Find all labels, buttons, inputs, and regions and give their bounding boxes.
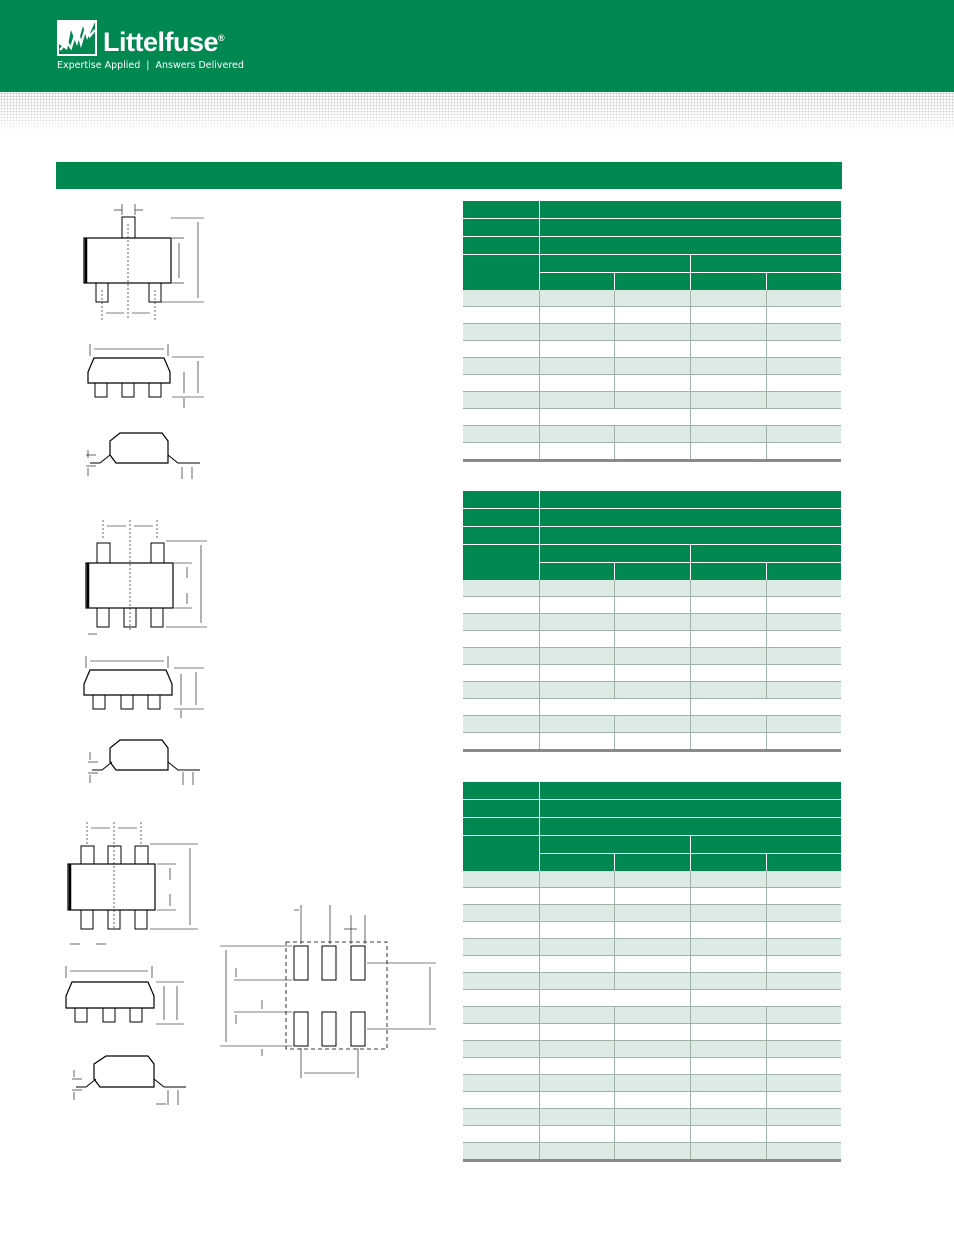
header-cell [463, 836, 539, 872]
table-row [463, 1092, 841, 1109]
header-cell [539, 818, 841, 836]
table-row [463, 990, 841, 1007]
table-row [463, 1109, 841, 1126]
table-row [463, 358, 841, 375]
table-row [463, 939, 841, 956]
package-2-end-view [88, 740, 200, 785]
table-row [463, 871, 841, 888]
table-row [463, 699, 841, 716]
header-cell [463, 219, 539, 237]
table-row [463, 648, 841, 665]
table-row [463, 922, 841, 939]
package-1-side-view [88, 344, 204, 408]
registered-mark: ® [218, 33, 225, 43]
table-row [463, 1007, 841, 1024]
table-row [463, 905, 841, 922]
dimension-table-package-2 [463, 491, 842, 752]
package-2-top-view [86, 520, 207, 634]
table-row [463, 409, 841, 426]
brand-name: Littelfuse [103, 27, 219, 57]
table-row [463, 973, 841, 990]
table-row [463, 665, 841, 682]
table-row [463, 1075, 841, 1092]
table-row [463, 375, 841, 392]
tagline-right: Answers Delivered [155, 60, 244, 71]
header-cell [539, 219, 841, 237]
header-cell [690, 836, 841, 854]
table-row [463, 580, 841, 597]
tagline-left: Expertise Applied [57, 60, 141, 71]
table-row [463, 1024, 841, 1041]
table-row [463, 426, 841, 443]
package-1-end-view [86, 433, 200, 479]
tagline-separator: | [146, 60, 150, 71]
table-row [463, 682, 841, 699]
header-cell [463, 800, 539, 818]
table-row [463, 443, 841, 461]
table-row [463, 614, 841, 631]
header-cell [539, 491, 841, 509]
table-row [463, 1058, 841, 1075]
package-1-top-view [84, 204, 204, 320]
header-cell [539, 527, 841, 545]
table-row [463, 631, 841, 648]
table-row [463, 888, 841, 905]
table-row [463, 597, 841, 614]
header-cell [463, 527, 539, 545]
header-cell [463, 818, 539, 836]
header-cell [539, 836, 690, 854]
header-cell [539, 800, 841, 818]
table-row [463, 1126, 841, 1143]
table-row [463, 290, 841, 307]
package-3-end-view [72, 1056, 186, 1105]
header-cell [463, 491, 539, 509]
header-cell [463, 509, 539, 527]
package-3-top-view [68, 822, 198, 944]
table-row [463, 1041, 841, 1058]
header-cell [463, 782, 539, 800]
table-row [463, 956, 841, 973]
package-3-side-view [66, 966, 184, 1024]
header-cell [463, 237, 539, 255]
dimension-table-package-1 [463, 201, 842, 462]
header-cell [539, 237, 841, 255]
dimension-table-package-3 [463, 782, 842, 1162]
table-row [463, 1143, 841, 1161]
header-cell [463, 201, 539, 219]
header-cell [539, 255, 690, 273]
table-row [463, 733, 841, 751]
table-row [463, 341, 841, 358]
header-cell [539, 509, 841, 527]
table-row [463, 716, 841, 733]
header-cell [539, 201, 841, 219]
header-cell [463, 255, 539, 291]
package-2-side-view [84, 656, 204, 718]
header-cell [539, 545, 690, 563]
table-row [463, 307, 841, 324]
header-cell [690, 255, 841, 273]
table-row [463, 324, 841, 341]
header-cell [463, 545, 539, 581]
header-cell [539, 782, 841, 800]
header-cell [690, 545, 841, 563]
table-row [463, 392, 841, 409]
solder-pad-layout [220, 905, 436, 1078]
